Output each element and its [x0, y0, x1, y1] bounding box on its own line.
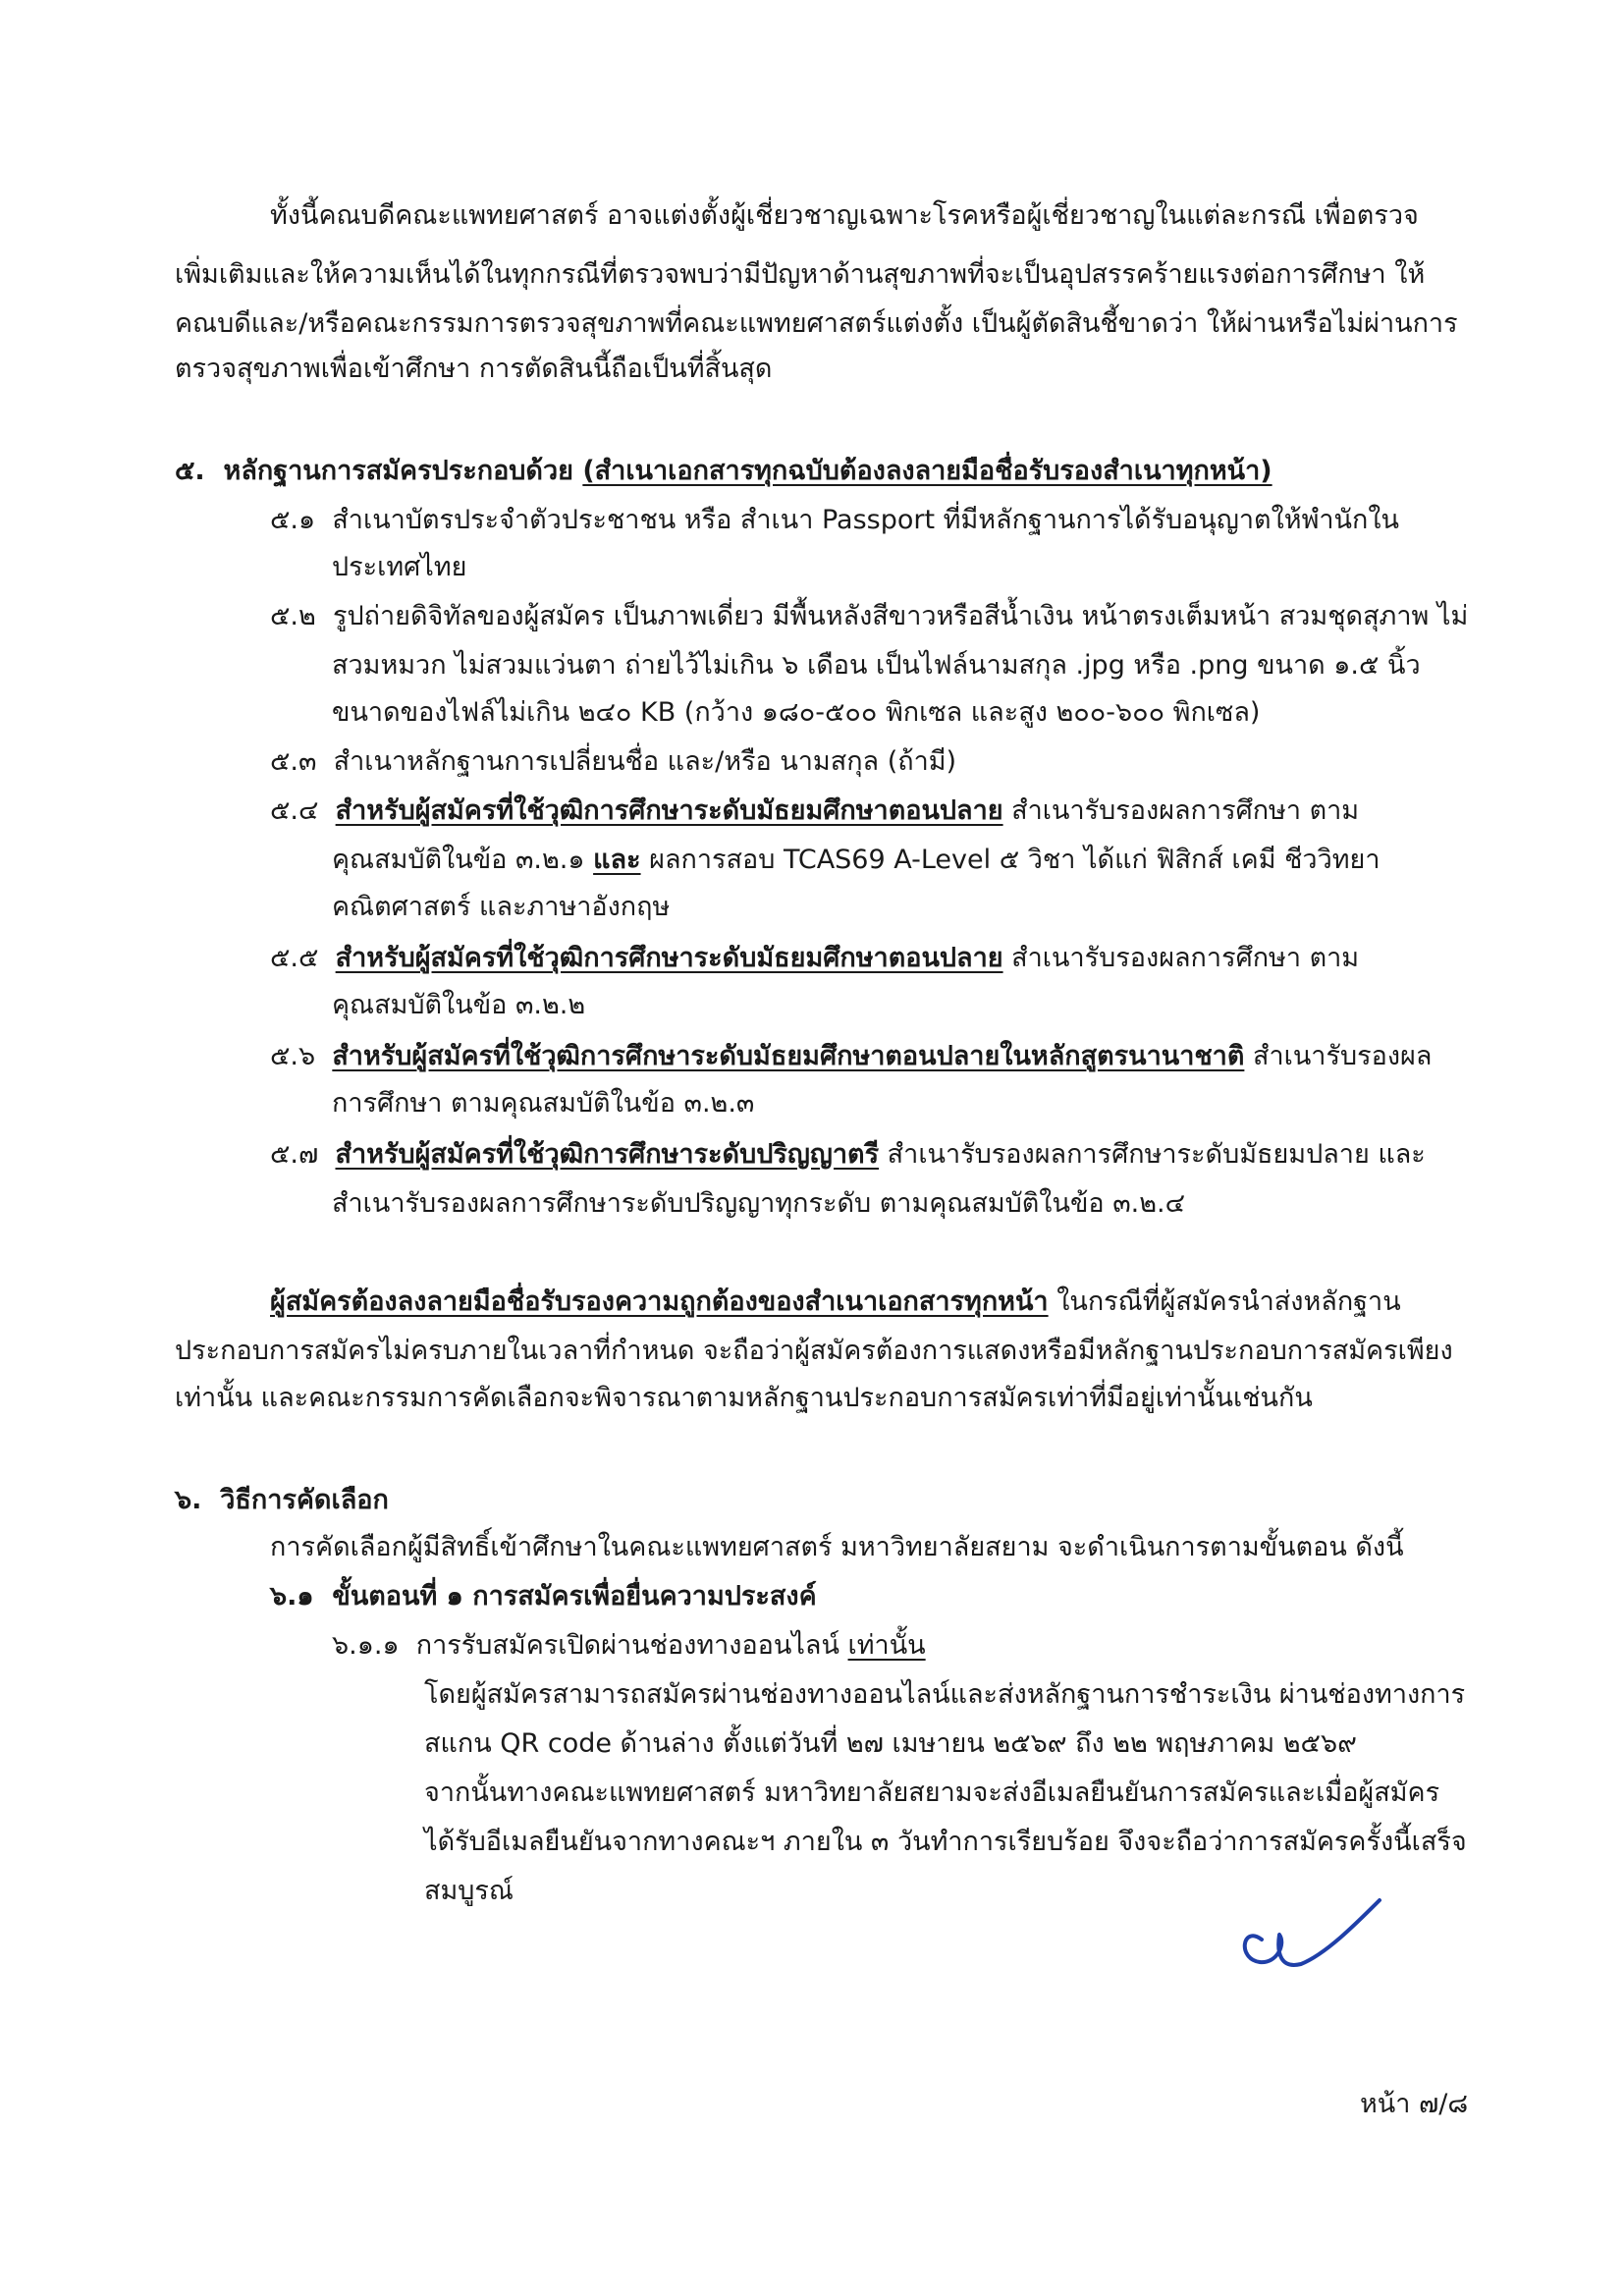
section-number: ๕.: [175, 456, 205, 486]
signature-initials: [1232, 1886, 1389, 1994]
item-text: สมบูรณ์: [424, 1876, 514, 1906]
item-text: คุณสมบัติในข้อ ๓.๒.๒: [332, 990, 586, 1020]
paragraph-line: [270, 1283, 1401, 1322]
item-bold: สำหรับผู้สมัครที่ใช้วุฒิการศึกษาระดับมัธยมศึกษาตอนปลาย: [335, 943, 1003, 973]
item-text: จากนั้นทางคณะแพทยศาสตร์ มหาวิทยาลัยสยามจะส่งอีเมลยืนยันการสมัครและเมื่อผู้สมัคร: [424, 1777, 1440, 1808]
list-item-5-4: [270, 792, 1359, 831]
item-text: สแกน QR code ด้านล่าง ตั้งแต่วันที่ ๒๗ เมษายน ๒๕๖๙ ถึง ๒๒ พฤษภาคม ๒๕๖๙: [424, 1728, 1357, 1759]
item-text: สำเนารับรองผลการศึกษา ตาม: [1002, 943, 1360, 973]
subsection-6-1: [270, 1577, 817, 1616]
item-number: ๕.๕: [270, 943, 319, 973]
item-text: สวมหมวก ไม่สวมแว่นตา ถ่ายไว้ไม่เกิน ๖ เดือน เป็นไฟล์นามสกุล .jpg หรือ .png ขนาด ๑.๕ นิ้ว: [332, 650, 1421, 681]
subsection-title: ขั้นตอนที่ ๑ การสมัครเพื่อยื่นความประสงค์: [332, 1581, 817, 1612]
paragraph-line: ทั้งนี้คณบดีคณะแพทยศาสตร์ อาจแต่งตั้งผู้เชี่ยวชาญเฉพาะโรคหรือผู้เชี่ยวชาญในแต่ละกรณี เพื่อตรวจ: [270, 200, 1419, 231]
item-text: สำเนารับรองผลการศึกษา ตาม: [1002, 795, 1360, 826]
list-item-5-2: [270, 597, 1468, 636]
item-bold: สำหรับผู้สมัครที่ใช้วุฒิการศึกษาระดับปริญญาตรี: [335, 1139, 880, 1170]
item-text: สำเนารับรองผลการศึกษาระดับมัธยมปลาย และ: [879, 1139, 1426, 1170]
item-text: ผลการสอบ TCAS69 A-Level ๕ วิชา ได้แก่ ฟิสิกส์ เคมี ชีววิทยา: [640, 845, 1380, 875]
list-item-5-3: [270, 742, 956, 782]
paragraph-line: เท่านั้น และคณะกรรมการคัดเลือกจะพิจารณาตามหลักฐานประกอบการสมัครเท่าที่มีอยู่เท่านั้นเช่นกัน: [175, 1383, 1313, 1413]
item-text: รูปถ่ายดิจิทัลของผู้สมัคร เป็นภาพเดี่ยว มีพื้นหลังสีขาวหรือสีน้ำเงิน หน้าตรงเต็มหน้า สวมชุดสุภาพ ไม่: [333, 601, 1469, 631]
item-number: ๕.๓: [270, 746, 317, 777]
item-text: การศึกษา ตามคุณสมบัติในข้อ ๓.๒.๓: [332, 1088, 755, 1119]
item-text: [332, 841, 1380, 880]
item-number: ๕.๒: [270, 601, 316, 631]
list-item-6-1-1: [332, 1626, 926, 1666]
item-text: โดยผู้สมัครสามารถสมัครผ่านช่องทางออนไลน์และส่งหลักฐานการชำระเงิน ผ่านช่องทางการ: [424, 1679, 1466, 1710]
page-number: หน้า ๗/๘: [1360, 2089, 1469, 2119]
item-bold: สำหรับผู้สมัครที่ใช้วุฒิการศึกษาระดับมัธยมศึกษาตอนปลาย: [335, 795, 1003, 826]
item-text: คุณสมบัติในข้อ ๓.๒.๑: [332, 845, 594, 875]
section-5-heading: [175, 452, 1272, 491]
item-text: ประเทศไทย: [332, 552, 467, 582]
item-number: ๕.๑: [270, 505, 316, 535]
item-number: ๖.๑.๑: [332, 1630, 400, 1661]
subsection-number: ๖.๑: [270, 1581, 314, 1612]
section-intro: การคัดเลือกผู้มีสิทธิ์เข้าศึกษาในคณะแพทยศาสตร์ มหาวิทยาลัยสยาม จะดำเนินการตามขั้นตอน ดังนี้: [270, 1532, 1404, 1562]
item-text: สำเนาหลักฐานการเปลี่ยนชื่อ และ/หรือ นามสกุล (ถ้ามี): [333, 746, 957, 777]
item-text: สำเนารับรองผลการศึกษาระดับปริญญาทุกระดับ ตามคุณสมบัติในข้อ ๓.๒.๔: [332, 1188, 1186, 1219]
item-text: ได้รับอีเมลยืนยันจากทางคณะฯ ภายใน ๓ วันทำการเรียบร้อย จึงจะถือว่าการสมัครครั้งนี้เสร็จ: [424, 1827, 1467, 1857]
list-item-5-7: [270, 1135, 1426, 1175]
paragraph-line: คณบดีและ/หรือคณะกรรมการตรวจสุขภาพที่คณะแพทยศาสตร์แต่งตั้ง เป็นผู้ตัดสินชี้ขาดว่า ให้ผ่านหรือไม่ผ่านการ: [175, 308, 1458, 339]
section-note: (สำเนาเอกสารทุกฉบับต้องลงลายมือชื่อรับรองสำเนาทุกหน้า): [582, 456, 1272, 486]
item-text: สำเนารับรองผล: [1244, 1041, 1433, 1071]
item-number: ๕.๖: [270, 1041, 316, 1071]
item-number: ๕.๗: [270, 1139, 319, 1170]
section-title: หลักฐานการสมัครประกอบด้วย: [223, 456, 573, 486]
item-bold: สำหรับผู้สมัครที่ใช้วุฒิการศึกษาระดับมัธยมศึกษาตอนปลายในหลักสูตรนานาชาติ: [332, 1041, 1245, 1071]
section-number: ๖.: [175, 1485, 202, 1515]
paragraph-text: ในกรณีที่ผู้สมัครนำส่งหลักฐาน: [1048, 1286, 1401, 1317]
item-underlined: เท่านั้น: [847, 1630, 926, 1661]
item-text: สำเนาบัตรประจำตัวประชาชน หรือ สำเนา Passport ที่มีหลักฐานการได้รับอนุญาตให้พำนักใน: [332, 505, 1399, 535]
item-text: ขนาดของไฟล์ไม่เกิน ๒๔๐ KB (กว้าง ๑๘๐-๕๐๐ พิกเซล และสูง ๒๐๐-๖๐๐ พิกเซล): [332, 697, 1261, 728]
section-6-heading: [175, 1481, 389, 1520]
paragraph-line: ตรวจสุขภาพเพื่อเข้าศึกษา การตัดสินนี้ถือเป็นที่สิ้นสุด: [175, 354, 773, 384]
list-item-5-1: [270, 501, 1399, 540]
item-text: คณิตศาสตร์ และภาษาอังกฤษ: [332, 892, 671, 922]
list-item-5-5: [270, 939, 1359, 978]
item-text: การรับสมัครเปิดผ่านช่องทางออนไลน์: [415, 1630, 848, 1661]
section-title: วิธีการคัดเลือก: [220, 1485, 389, 1515]
item-number: ๕.๔: [270, 795, 319, 826]
paragraph-line: ประกอบการสมัครไม่ครบภายในเวลาที่กำหนด จะถือว่าผู้สมัครต้องการแสดงหรือมีหลักฐานประกอบการสมัครเพียง: [175, 1336, 1453, 1366]
cert-bold: ผู้สมัครต้องลงลายมือชื่อรับรองความถูกต้องของสำเนาเอกสารทุกหน้า: [270, 1286, 1049, 1317]
paragraph-line: เพิ่มเติมและให้ความเห็นได้ในทุกกรณีที่ตรวจพบว่ามีปัญหาด้านสุขภาพที่จะเป็นอุปสรรคร้ายแรงต่อการศึกษา ให้: [175, 259, 1426, 290]
item-bold: และ: [593, 845, 641, 875]
list-item-5-6: [270, 1037, 1432, 1076]
